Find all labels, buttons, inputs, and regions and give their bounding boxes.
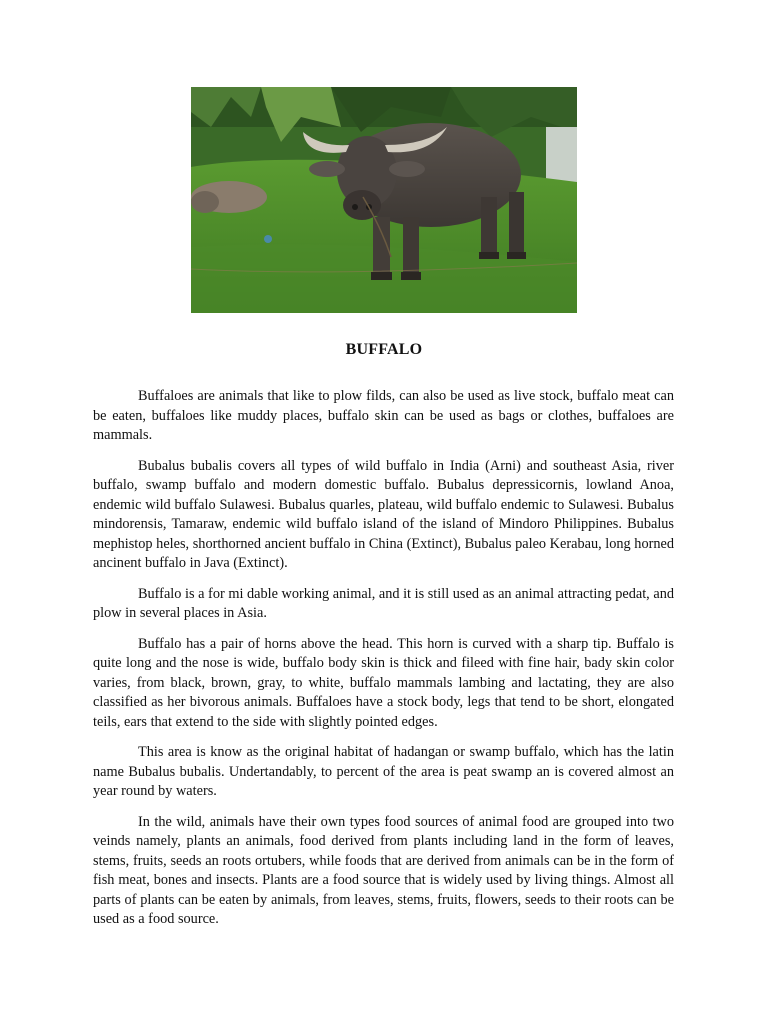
buffalo-photo <box>191 87 577 313</box>
paragraph-4: Buffalo has a pair of horns above the head. This horn is curved with a sharp tip. Buffalo is quite long and the nose is wide, buffalo body skin is thick and fileed with fine hair, bady skin color varies, from black, brown, gray, to white, buffalo mammals lambing and lactating, they are also classified as her bivorous animals. Buffaloes have a stock body, legs that tend to be short, elongated teils, ears that extend to the side with slightly pointed edges. <box>93 635 674 730</box>
paragraph-5: This area is know as the original habitat of hadangan or swamp buffalo, which has the latin name Bubalus bubalis. Undertandably, to percent of the area is peat swamp an is covered almost an year round by waters. <box>93 744 674 799</box>
paragraph-6: In the wild, animals have their own types food sources of animal food are grouped into two veinds namely, plants an animals, food derived from plants including land in the form of leaves, stems, fruits, seeds an roots ortubers, while foods that are derived from animals can be in the form of fish meat, bones and insects. Plants are a food source that is widely used by living things. Almost all parts of plants can be eaten by animals, from leaves, stems, fruits, flowers, seeds to their roots can be used as a food source. <box>93 813 674 927</box>
body-text <box>93 387 674 941</box>
paragraph-3: Buffalo is a for mi dable working animal, and it is still used as an animal attracting pedat, and plow in several places in Asia. <box>93 585 674 621</box>
page-title: BUFFALO <box>345 341 423 358</box>
paragraph-1: Buffaloes are animals that like to plow filds, can also be used as live stock, buffalo meat can be eaten, buffaloes like muddy places, buffalo skin can be used as bags or clothes, buffaloes are mammals. <box>93 388 674 443</box>
paragraph-2: Bubalus bubalis covers all types of wild buffalo in India (Arni) and southeast Asia, river buffalo, swamp buffalo and modern domestic buffalo. Bubalus depressicornis, lowland Anoa, endemic wild buffalo Sulawesi. Bubalus quarles, plateau, wild buffalo endemic to Sulawesi. Bubalus mindorensis, Tamaraw, endemic wild buffalo island of the island of Mindoro Philippines. Bubalus mephistop heles, shorthorned ancient buffalo in China (Extinct), Bubalus paleo Kerabau, long horned ancinent buffalo in Java (Extinct). <box>93 457 674 571</box>
